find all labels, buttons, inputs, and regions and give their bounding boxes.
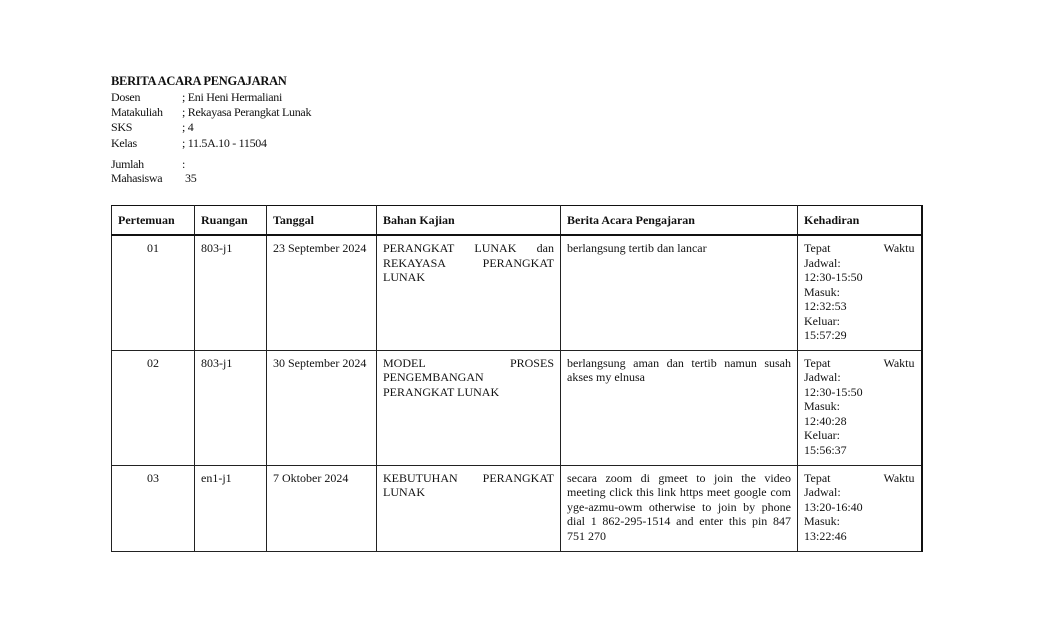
meta-dosen-value: ; Eni Heni Hermaliani [182,90,283,104]
kehadiran-line: Masuk: [804,284,840,299]
cell-ruangan: en1-j1 [195,465,267,551]
table-row [112,235,922,350]
kehadiran-line: 15:57:29 [804,328,847,342]
kehadiran-line: Keluar: [804,313,840,328]
header-tanggal: Tanggal [267,206,377,236]
meta-jumlah-colon: : [182,157,186,171]
cell-bahan-kajian: PERANGKAT LUNAK dan REKAYASA PERANGKAT LUNAK [377,235,561,350]
header-kehadiran: Kehadiran [798,206,922,236]
meta-jumlah-value: 35 [185,171,197,185]
meta-kelas-label: Kelas [111,136,137,150]
document-title: BERITA ACARA PENGAJARAN [111,74,287,88]
kehadiran-waktu: Waktu [883,355,915,370]
kehadiran-line: Jadwal: [804,370,841,384]
kehadiran-line: 15:56:37 [804,442,847,457]
kehadiran-waktu: Waktu [883,241,915,255]
cell-pertemuan: 02 [112,350,195,465]
kehadiran-line: Jadwal: [804,485,841,499]
cell-berita-acara: berlangsung aman dan tertib namun susah akses my elnusa [561,350,798,465]
cell-bahan-kajian: KEBUTUHAN PERANGKAT LUNAK [377,465,561,551]
meta-jumlah-label-line2: Mahasiswa [111,171,163,185]
meta-matakuliah-label: Matakuliah [111,105,163,119]
kehadiran-line: 13:22:46 [804,528,847,543]
attendance-table [111,205,923,552]
cell-kehadiran [798,350,922,465]
cell-tanggal: 30 September 2024 [267,350,377,465]
cell-berita-acara: secara zoom di gmeet to join the video meeting click this link https meet google com yge-azmu-owm otherwise to join by phone dial 1 862-295-1514 and enter this pin 847 751 270 [561,465,798,551]
kehadiran-line: Jadwal: [804,255,841,270]
table-header-row [112,206,922,236]
kehadiran-line: 12:32:53 [804,299,847,313]
header-berita-acara: Berita Acara Pengajaran [561,206,798,236]
cell-berita-acara: berlangsung tertib dan lancar [561,235,798,350]
meta-matakuliah-value: ; Rekayasa Perangkat Lunak [182,105,312,119]
cell-ruangan: 803-j1 [195,350,267,465]
cell-ruangan: 803-j1 [195,235,267,350]
kehadiran-header [804,356,915,371]
meta-kelas-value: ; 11.5A.10 - 11504 [182,136,267,150]
kehadiran-waktu: Waktu [883,470,915,485]
cell-kehadiran [798,235,922,350]
cell-bahan-kajian: MODEL PROSES PENGEMBANGAN PERANGKAT LUNAK [377,350,561,465]
meta-sks-label: SKS [111,120,133,134]
cell-pertemuan: 03 [112,465,195,551]
cell-tanggal: 7 Oktober 2024 [267,465,377,551]
cell-kehadiran [798,465,922,551]
cell-tanggal: 23 September 2024 [267,235,377,350]
kehadiran-tepat: Tepat [804,241,831,255]
meta-sks-value: ; 4 [182,120,194,134]
kehadiran-line: 13:20-16:40 [804,499,863,514]
kehadiran-line: 12:30-15:50 [804,270,863,284]
kehadiran-line: Masuk: [804,399,840,413]
header-bahan-kajian: Bahan Kajian [377,206,561,236]
kehadiran-line: Keluar: [804,428,840,442]
kehadiran-header [804,471,915,486]
kehadiran-line: 12:30-15:50 [804,384,863,399]
meta-jumlah-label-line1: Jumlah [111,157,144,171]
meta-dosen-label: Dosen [111,90,141,104]
kehadiran-header [804,241,915,256]
kehadiran-tepat: Tepat [804,355,831,370]
header-pertemuan: Pertemuan [112,206,195,236]
kehadiran-line: 12:40:28 [804,413,847,428]
kehadiran-line: Masuk: [804,514,840,528]
table-row [112,465,922,551]
table-row [112,350,922,465]
kehadiran-tepat: Tepat [804,470,831,485]
cell-pertemuan: 01 [112,235,195,350]
header-ruangan: Ruangan [195,206,267,236]
